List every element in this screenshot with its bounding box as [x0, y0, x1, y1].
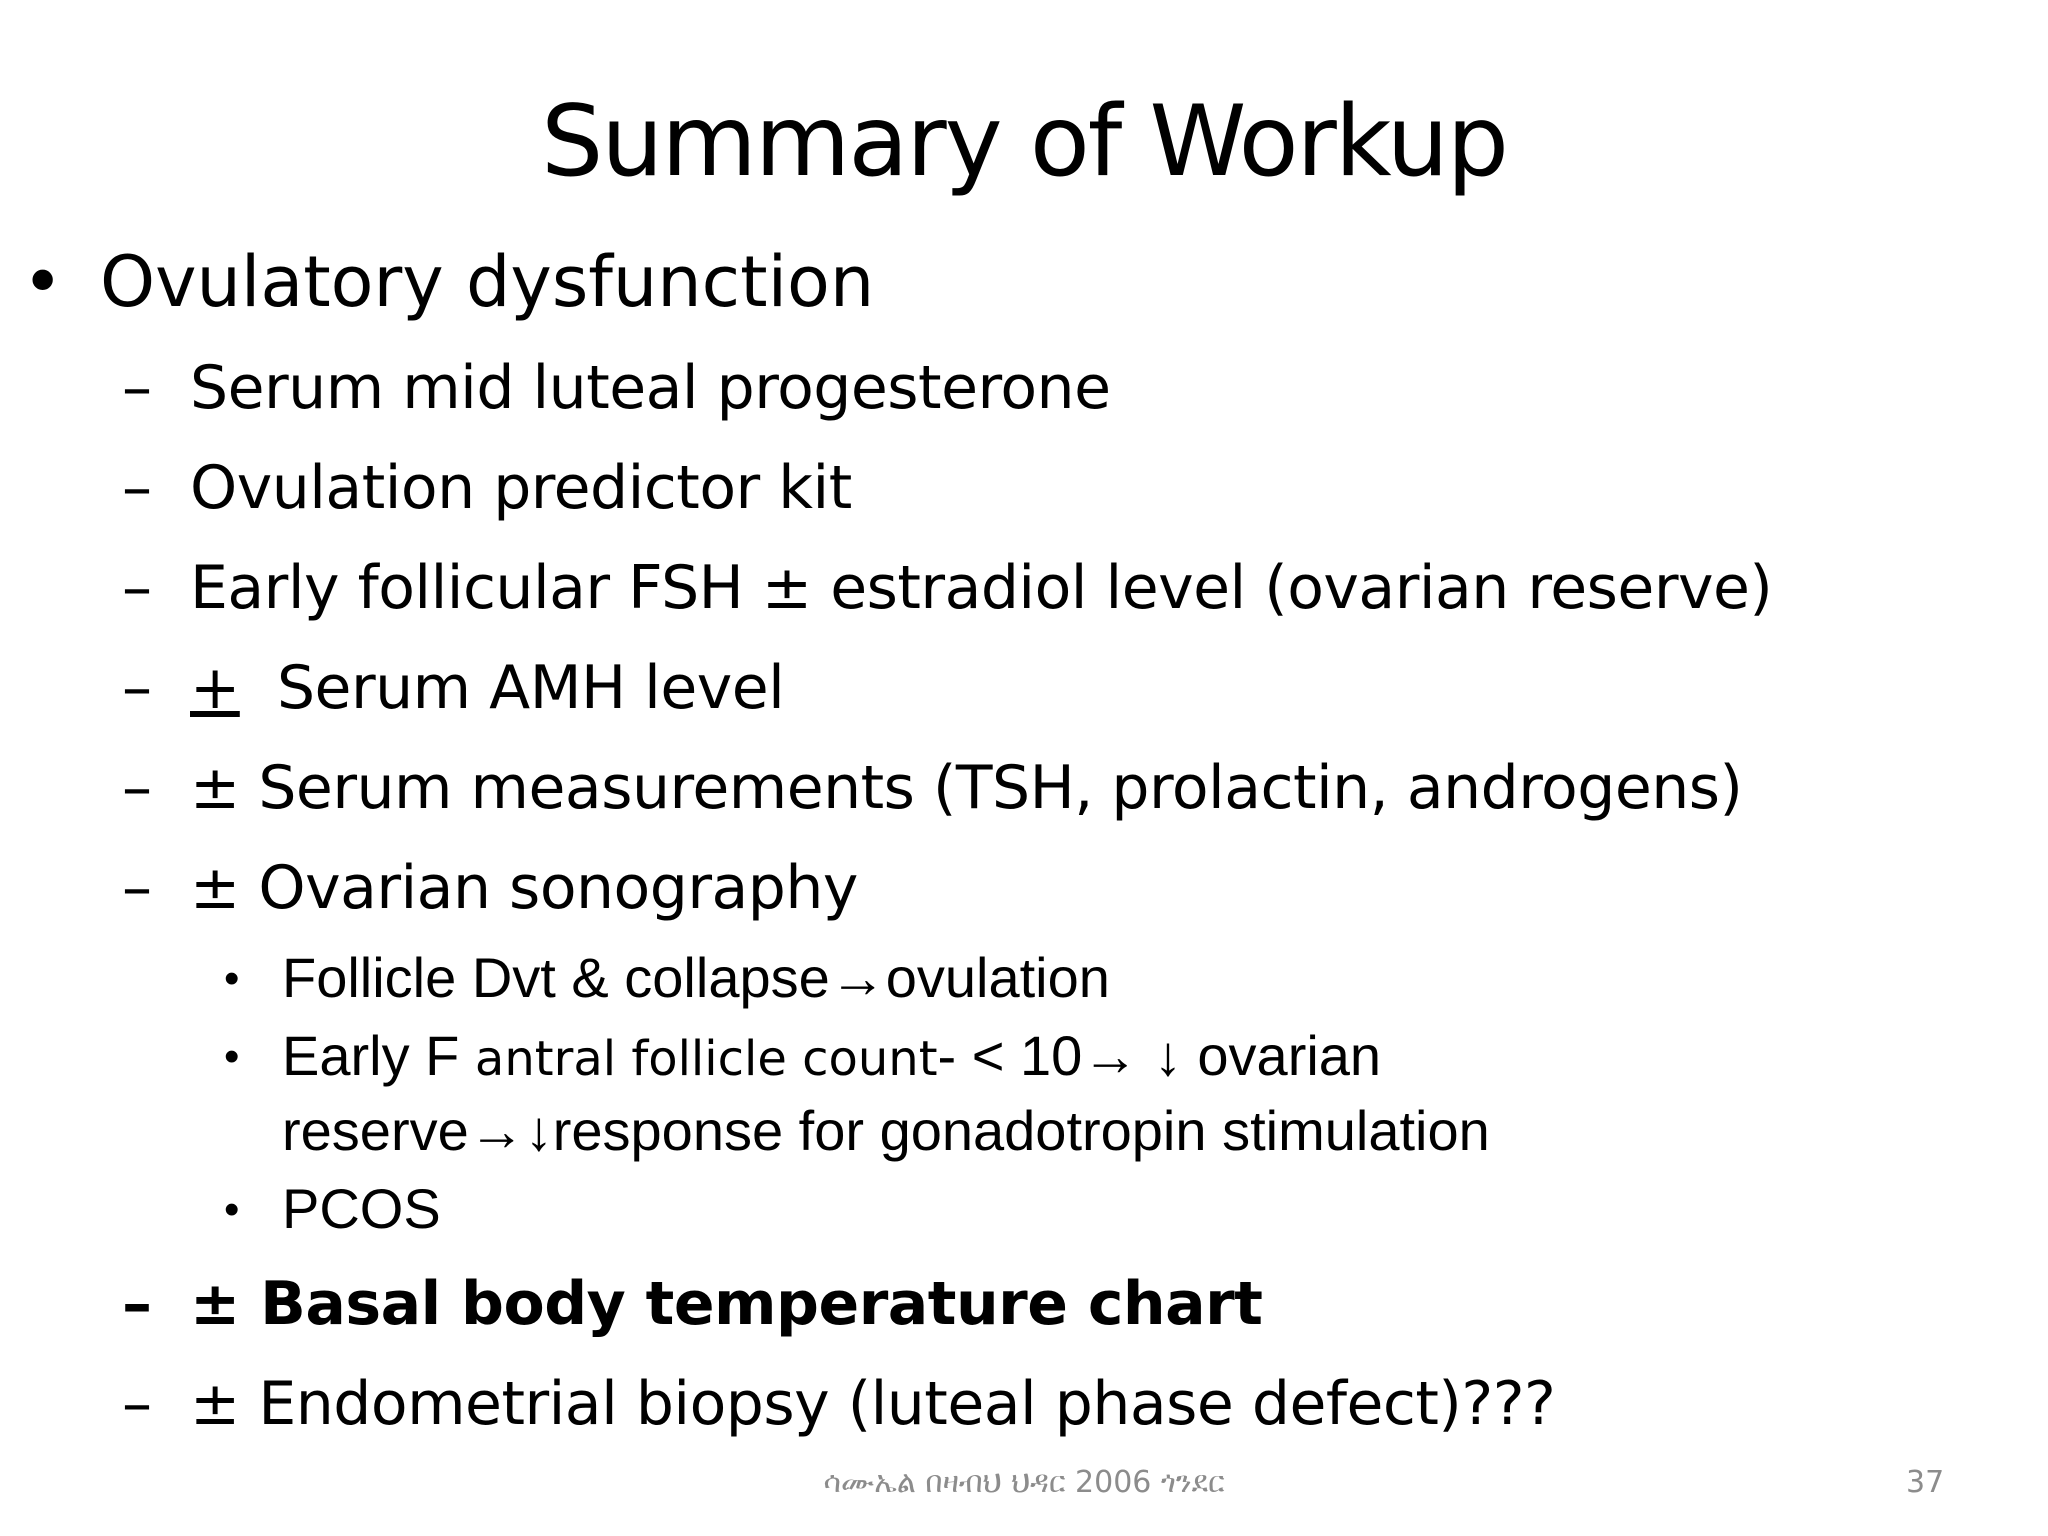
sono-item-antral-count: [224, 1020, 1490, 1167]
dash-icon: –: [122, 1269, 152, 1339]
sub-item-sonography: [122, 848, 858, 928]
bullet-icon: •: [224, 1032, 240, 1081]
dash-icon: –: [122, 453, 152, 523]
sub-item-text: ± Basal body temperature chart: [190, 1269, 1263, 1339]
sono-item-follicle: [224, 942, 1110, 1015]
dash-icon: –: [122, 353, 152, 423]
sono-item-text: PCOS: [282, 1177, 441, 1240]
sono-item-continuation: reserve→↓response for gonadotropin stimulation: [282, 1099, 1490, 1162]
bullet-icon: •: [224, 954, 240, 1003]
bullet-icon: •: [224, 1185, 240, 1234]
sono-item-text: Follicle Dvt & collapse→ovulation: [282, 946, 1110, 1009]
sub-item-amh: [122, 648, 784, 728]
sub-item-text: ± Serum measurements (TSH, prolactin, androgens): [190, 753, 1743, 823]
bullet-icon: •: [22, 241, 64, 323]
sub-item-endometrial-biopsy: [122, 1364, 1555, 1444]
sub-item-ovulation-kit: [122, 448, 852, 528]
sub-item-text: ± Endometrial biopsy (luteal phase defect)???: [190, 1369, 1556, 1439]
sub-item-serum-measurements: [122, 748, 1742, 828]
sono-item-text-1: Early F: [282, 1024, 475, 1087]
bullet-text: Ovulatory dysfunction: [100, 241, 875, 323]
bullet-ovulatory-dysfunction: [22, 232, 874, 332]
slide-footer: ሳሙኤል በዛብህ ህዳር 2006 ጎንደር: [823, 1465, 1225, 1500]
sub-item-text: Early follicular FSH ± estradiol level (ovarian reserve): [190, 553, 1773, 623]
plus-minus-prefix: +: [190, 653, 240, 723]
sono-item-text-3: - < 10→ ↓ ovarian: [937, 1024, 1382, 1087]
page-number: 37: [1906, 1465, 1945, 1500]
sono-item-pcos: [224, 1173, 441, 1246]
sub-item-text: Ovulation predictor kit: [190, 453, 852, 523]
dash-icon: –: [122, 753, 152, 823]
sub-item-fsh: [122, 548, 1772, 628]
slide-title: Summary of Workup: [541, 85, 1507, 199]
sub-item-text: Serum AMH level: [276, 653, 785, 723]
sub-item-text: Serum mid luteal progesterone: [190, 353, 1111, 423]
sub-item-text: ± Ovarian sonography: [190, 853, 858, 923]
dash-icon: –: [122, 553, 152, 623]
sub-item-basal-body-temp: [122, 1264, 1262, 1344]
dash-icon: –: [122, 653, 152, 723]
dash-icon: –: [122, 853, 152, 923]
dash-icon: –: [122, 1369, 152, 1439]
sub-item-progesterone: [122, 348, 1110, 428]
sono-item-text-2: antral follicle count: [474, 1031, 938, 1087]
